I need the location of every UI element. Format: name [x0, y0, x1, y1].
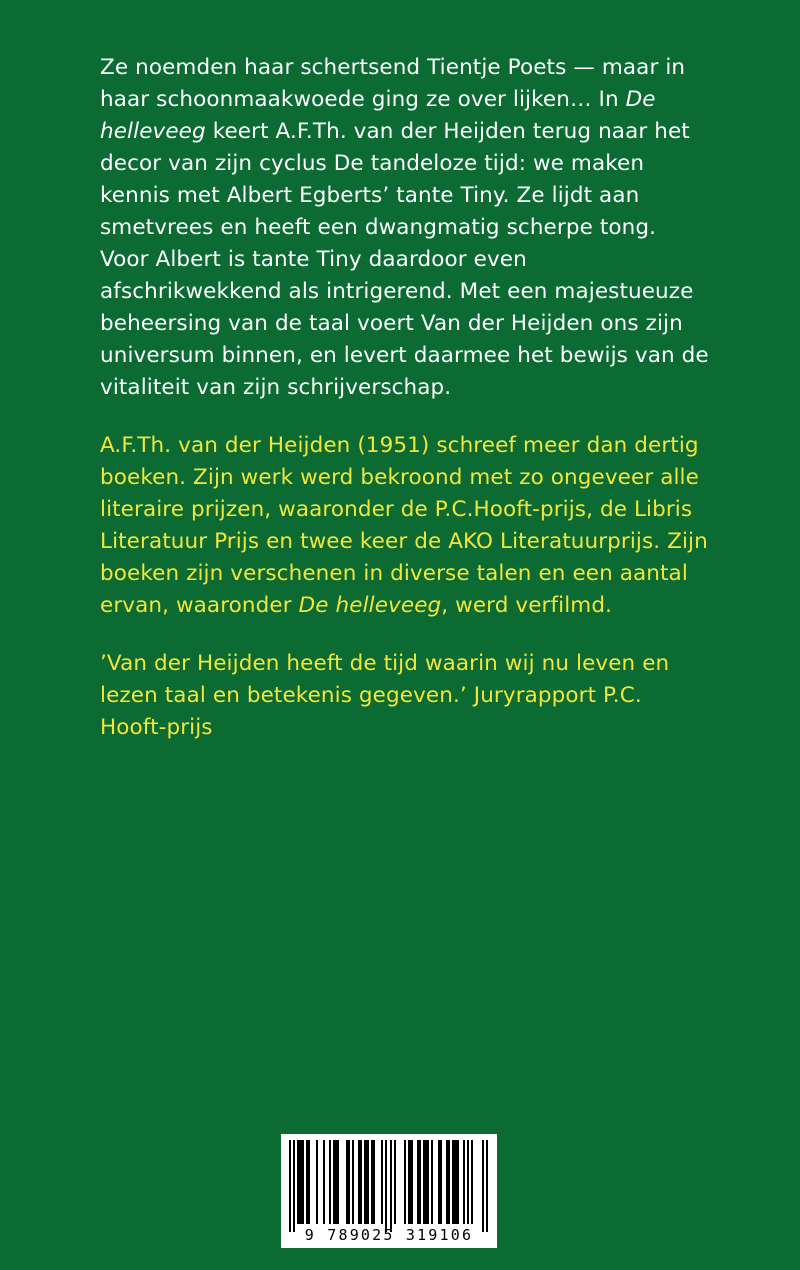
blurb-area: [100, 52, 710, 744]
author-bio-text-part-2: , werd verfilmd.: [441, 593, 613, 618]
press-quote: ’Van der Heijden heeft de tijd waarin wij nu leven en lezen taal en betekenis gegeven.’ Juryrapport P.C. Hooft-prijs: [100, 651, 670, 740]
barcode-number: 9 789025 319106: [304, 1226, 474, 1244]
author-bio-title-italic: De helleveeg: [298, 593, 442, 618]
blurb-main-text-part-2: keert A.F.Th. van der Heijden terug naar het decor van zijn cyclus De tandeloze tijd: we maken kennis met Albert Egberts’ tante Tiny. Ze lijdt aan smetvrees en heeft een dwangmatig scherpe tong. Voor Albert is tante Tiny daardoor even afschrikwekkend als intrigerend. Met een majestueuze beheersing van de taal voert Van der Heijden ons zijn universum binnen, en levert daarmee het bewijs van de vitaliteit van zijn schrijverschap.: [100, 119, 709, 400]
author-bio-text-part-1: A.F.Th. van der Heijden (1951) schreef meer dan dertig boeken. Zijn werk werd bekroond met zo ongeveer alle literaire prijzen, waaronder de P.C.Hooft-prijs, de Libris Literatuur Prijs en twee keer de AKO Literatuurprijs. Zijn boeken zijn verschenen in diverse talen en een aantal ervan, waaronder: [100, 433, 708, 618]
author-bio-paragraph: [100, 430, 710, 622]
blurb-main-text-part-1: Ze noemden haar schertsend Tientje Poets — maar in haar schoonmaakwoede ging ze over lijken… In: [100, 55, 686, 112]
barcode: [281, 1134, 497, 1248]
blurb-main-title-italic: De helleveeg: [100, 87, 656, 144]
barcode-bars: [289, 1140, 489, 1224]
blurb-main-paragraph: [100, 52, 710, 404]
